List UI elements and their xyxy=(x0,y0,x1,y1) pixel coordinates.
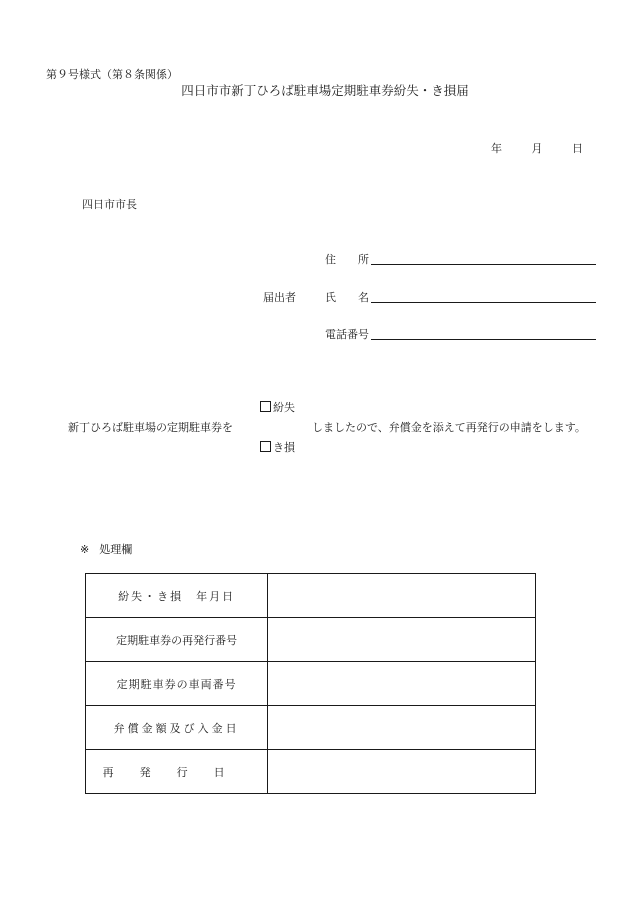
phone-label: 電話番号 xyxy=(325,328,369,341)
table-row xyxy=(86,574,536,618)
row-value-compensation[interactable] xyxy=(268,706,536,750)
row-label-loss-date: 紛失・き損 年月日 xyxy=(86,574,268,618)
row-value-vehicle-number[interactable] xyxy=(268,662,536,706)
option-damage[interactable] xyxy=(260,439,295,455)
form-number: 第９号様式（第８条関係） xyxy=(46,68,178,81)
reference-mark-icon: ※ xyxy=(80,543,90,556)
statement-prefix: 新丁ひろば駐車場の定期駐車券を xyxy=(68,421,233,434)
table-row xyxy=(86,662,536,706)
year-label: 年 xyxy=(491,142,502,155)
applicant-label: 届出者 xyxy=(263,291,296,304)
option-loss[interactable] xyxy=(260,399,295,415)
table-row xyxy=(86,750,536,794)
day-label: 日 xyxy=(572,142,583,155)
name-label: 氏 名 xyxy=(325,291,369,304)
date-fields xyxy=(491,140,583,156)
checkbox-icon[interactable] xyxy=(260,401,271,412)
phone-field[interactable] xyxy=(371,339,596,340)
option-damage-label: き損 xyxy=(273,441,295,454)
table-row xyxy=(86,618,536,662)
row-value-loss-date[interactable] xyxy=(268,574,536,618)
row-label-reissue-date: 再発行日 xyxy=(86,750,268,794)
row-label-compensation: 弁償金額及び入金日 xyxy=(86,706,268,750)
option-loss-label: 紛失 xyxy=(273,401,295,414)
checkbox-icon[interactable] xyxy=(260,441,271,452)
addressee: 四日市市長 xyxy=(82,198,137,211)
processing-table xyxy=(85,573,536,794)
processing-heading-label: 処理欄 xyxy=(99,543,133,556)
processing-heading xyxy=(80,541,132,557)
row-value-reissue-date[interactable] xyxy=(268,750,536,794)
row-label-reissue-number: 定期駐車券の再発行番号 xyxy=(86,618,268,662)
row-value-reissue-number[interactable] xyxy=(268,618,536,662)
page-title: 四日市市新丁ひろば駐車場定期駐車券紛失・き損届 xyxy=(181,83,469,98)
address-field[interactable] xyxy=(371,264,596,265)
month-label: 月 xyxy=(531,142,543,155)
statement-suffix: しましたので、弁償金を添えて再発行の申請をします。 xyxy=(312,421,586,434)
table-row xyxy=(86,706,536,750)
name-field[interactable] xyxy=(371,302,596,303)
row-label-vehicle-number: 定期駐車券の車両番号 xyxy=(86,662,268,706)
address-label: 住 所 xyxy=(325,253,369,266)
